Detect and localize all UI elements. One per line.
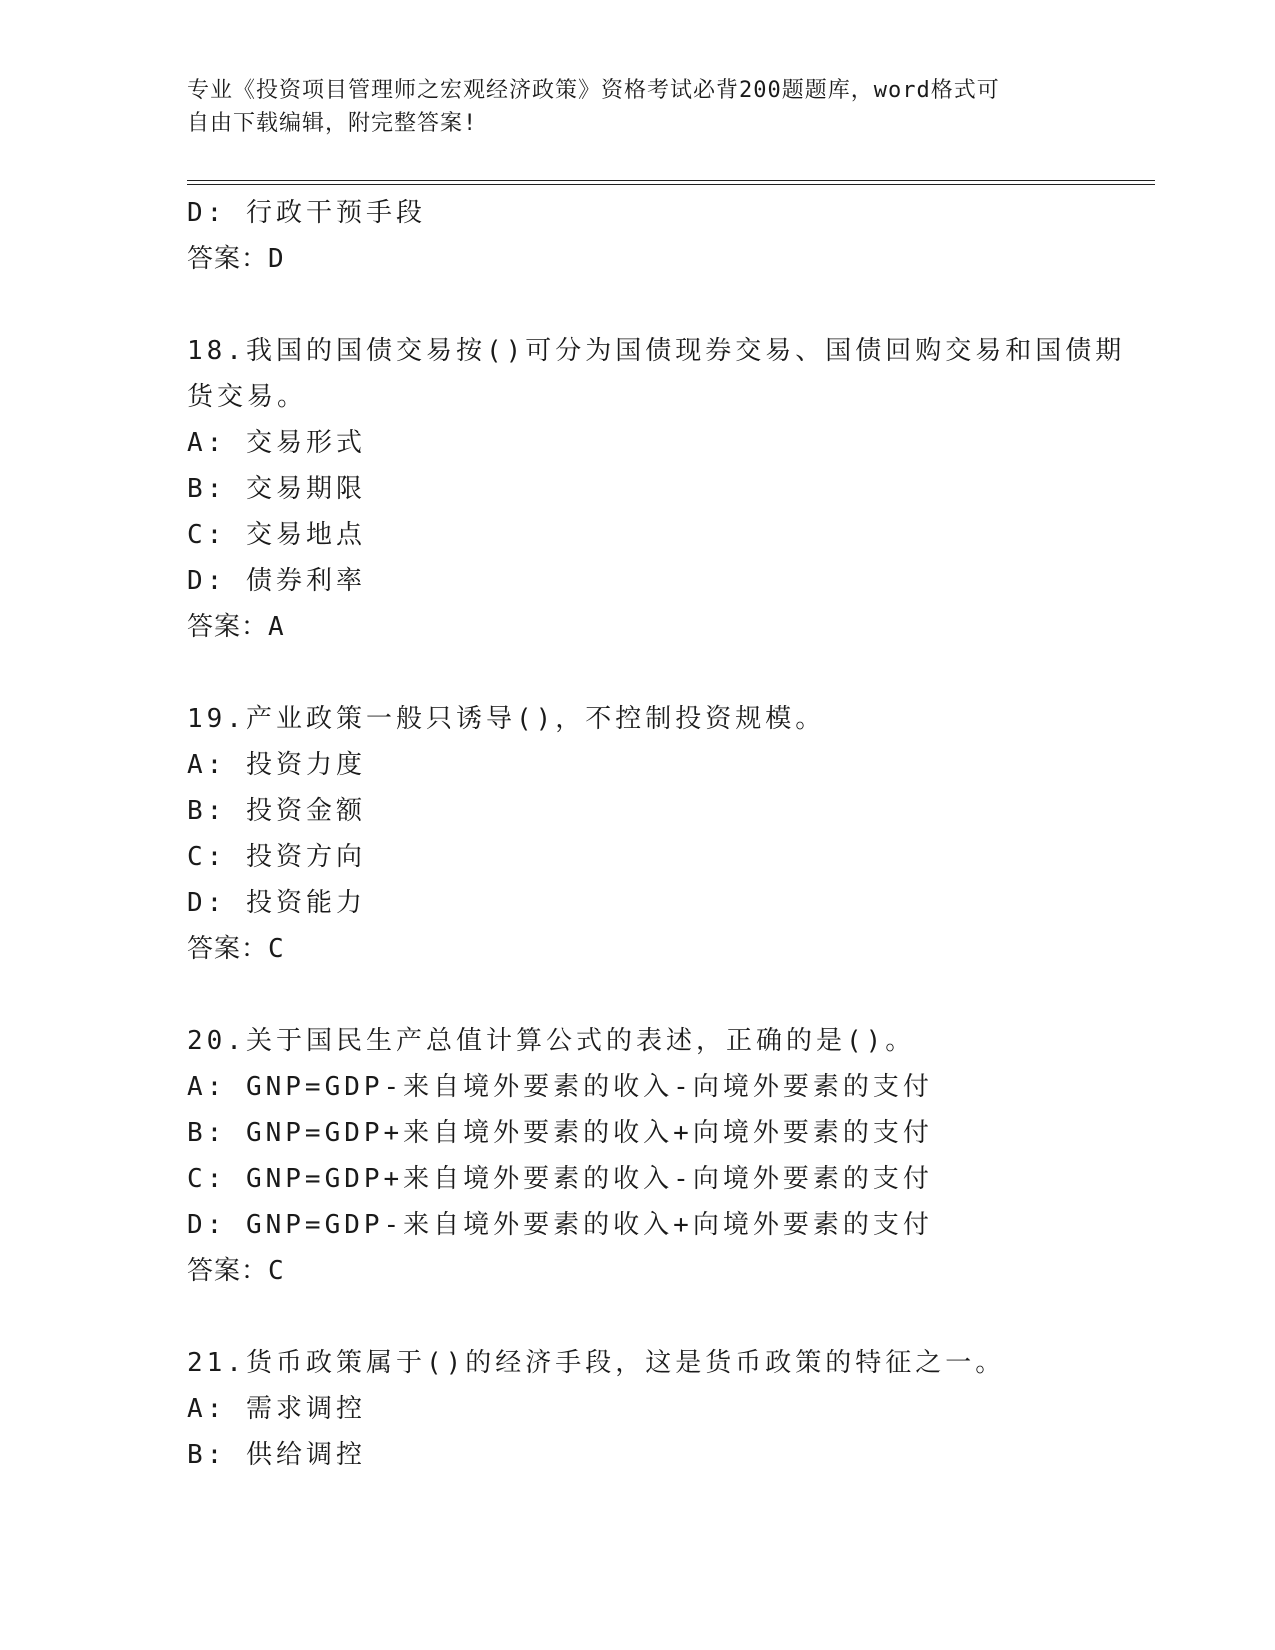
option-c: C: 投资方向	[187, 842, 366, 872]
option-d: D: 投资能力	[187, 888, 366, 918]
option-a: A: GNP=GDP-来自境外要素的收入-向境外要素的支付	[187, 1072, 933, 1102]
question-stem: 19.产业政策一般只诱导()，不控制投资规模。	[187, 704, 826, 734]
spacer	[187, 282, 1087, 328]
spacer	[187, 972, 1087, 1018]
question-18	[187, 328, 1126, 650]
header-divider-top	[187, 180, 1155, 181]
question-stem: 20.关于国民生产总值计算公式的表述，正确的是()。	[187, 1026, 916, 1056]
question-21	[187, 1340, 1087, 1478]
answer-line: 答案：D	[187, 244, 285, 274]
answer-line: 答案：C	[187, 934, 285, 964]
question-20	[187, 1018, 1087, 1294]
option-d: D: 行政干预手段	[187, 198, 426, 228]
question-17-tail	[187, 190, 1087, 282]
option-b: B: 交易期限	[187, 474, 366, 504]
document-header	[187, 74, 1087, 140]
question-stem-continued: 货交易。	[187, 382, 308, 412]
header-title-line-1: 专业《投资项目管理师之宏观经济政策》资格考试必背200题题库，word格式可	[187, 78, 1000, 103]
question-stem: 21.货币政策属于()的经济手段，这是货币政策的特征之一。	[187, 1348, 1006, 1378]
spacer	[187, 1294, 1087, 1340]
option-c: C: 交易地点	[187, 520, 366, 550]
answer-line: 答案：A	[187, 612, 285, 642]
header-title-line-2: 自由下载编辑，附完整答案!	[187, 111, 478, 136]
option-d: D: 债券利率	[187, 566, 366, 596]
header-divider-bottom	[187, 184, 1155, 185]
answer-line: 答案：C	[187, 1256, 285, 1286]
option-a: A: 交易形式	[187, 428, 366, 458]
option-a: A: 投资力度	[187, 750, 366, 780]
question-19	[187, 696, 1087, 972]
question-stem: 18.我国的国债交易按()可分为国债现券交易、国债回购交易和国债期	[187, 336, 1126, 366]
option-b: B: 投资金额	[187, 796, 366, 826]
spacer	[187, 650, 1087, 696]
option-a: A: 需求调控	[187, 1394, 366, 1424]
option-d: D: GNP=GDP-来自境外要素的收入+向境外要素的支付	[187, 1210, 933, 1240]
question-list	[187, 190, 1126, 1478]
option-b: B: 供给调控	[187, 1440, 366, 1470]
option-b: B: GNP=GDP+来自境外要素的收入+向境外要素的支付	[187, 1118, 933, 1148]
option-c: C: GNP=GDP+来自境外要素的收入-向境外要素的支付	[187, 1164, 933, 1194]
